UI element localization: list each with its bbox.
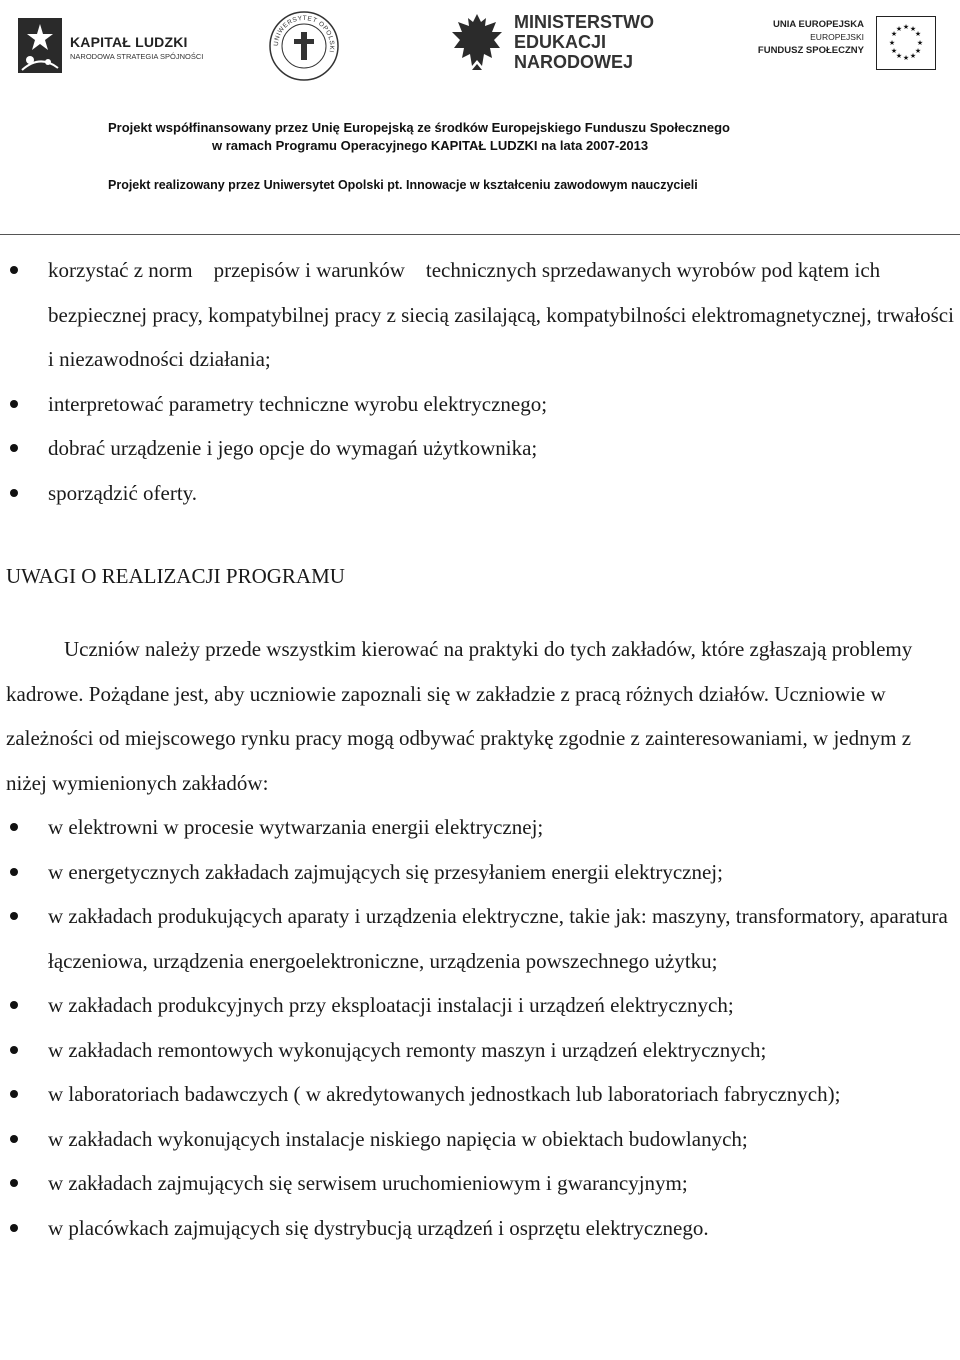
skills-list bbox=[0, 248, 960, 515]
list-item: w elektrowni w procesie wytwarzania energii elektrycznej; bbox=[0, 805, 960, 850]
svg-text:★: ★ bbox=[895, 25, 903, 33]
eu-line-3: FUNDUSZ SPOŁECZNY bbox=[757, 45, 864, 56]
list-item: w zakładach produkujących aparaty i urządzenia elektryczne, takie jak: maszyny, transformatory, aparatura łączeniowa, urządzenia energoelektroniczne, urządzenia powszechnego użytku; bbox=[0, 894, 960, 983]
svg-text:★: ★ bbox=[895, 52, 903, 60]
list-item: interpretować parametry techniczne wyrobu elektrycznego; bbox=[0, 382, 960, 427]
eu-line-1: UNIA EUROPEJSKA bbox=[773, 19, 864, 30]
university-seal-icon bbox=[268, 10, 340, 82]
list-item: sporządzić oferty. bbox=[0, 471, 960, 516]
svg-text:★: ★ bbox=[890, 47, 898, 55]
svg-text:★: ★ bbox=[888, 39, 896, 47]
svg-text:★: ★ bbox=[909, 25, 917, 33]
list-item: w placówkach zajmujących się dystrybucją urządzeń i osprzętu elektrycznego. bbox=[0, 1206, 960, 1251]
university-seal bbox=[268, 10, 340, 82]
list-item: korzystać z norm przepisów i warunków technicznych sprzedawanych wyrobów pod kątem ich bezpiecznej pracy, kompatybilnej pracy z siecią zasilającą, kompatybilności elektromagnetycznej, trwałości i niezawodności działania; bbox=[0, 248, 960, 382]
list-item: w zakładach remontowych wykonujących remonty maszyn i urządzeń elektrycznych; bbox=[0, 1028, 960, 1073]
list-item: w zakładach wykonujących instalacje niskiego napięcia w obiektach budowlanych; bbox=[0, 1117, 960, 1162]
project-line-1: Projekt współfinansowany przez Unię Europejską ze środków Europejskiego Funduszu Społecznego bbox=[108, 120, 730, 135]
ministry-logo bbox=[448, 10, 688, 76]
header-divider bbox=[0, 234, 960, 235]
svg-text:★: ★ bbox=[916, 39, 924, 47]
list-item: w zakładach produkcyjnych przy eksploatacji instalacji i urządzeń elektrycznych; bbox=[0, 983, 960, 1028]
kapital-ludzki-logo bbox=[18, 18, 208, 73]
svg-text:★: ★ bbox=[902, 54, 910, 62]
kapital-ludzki-emblem-icon bbox=[18, 18, 62, 73]
list-item: w zakładach zajmujących się serwisem uruchomieniowym i gwarancyjnym; bbox=[0, 1161, 960, 1206]
document-body bbox=[0, 248, 960, 1250]
svg-text:★: ★ bbox=[902, 23, 910, 31]
svg-text:★: ★ bbox=[914, 47, 922, 55]
eu-line-2: EUROPEJSKI bbox=[810, 32, 864, 42]
list-item: w energetycznych zakładach zajmujących się przesyłaniem energii elektrycznej; bbox=[0, 850, 960, 895]
ministry-name: MINISTERSTWO EDUKACJI NARODOWEJ bbox=[514, 12, 654, 72]
body-paragraph: Uczniów należy przede wszystkim kierować na praktyki do tych zakładów, które zgłaszają problemy kadrowe. Pożądane jest, aby uczniowie zapoznali się w zakładzie z pracą różnych działów. Uczniowie w zależności od miejscowego rynku pracy mogą odbywać praktykę zgodnie z zainteresowaniami, w jednym z niżej wymienionych zakładów: bbox=[6, 637, 913, 795]
list-item: w laboratoriach badawczych ( w akredytowanych jednostkach lub laboratoriach fabrycznych); bbox=[0, 1072, 960, 1117]
kapital-ludzki-title: KAPITAŁ LUDZKI bbox=[70, 34, 188, 50]
eu-text bbox=[736, 18, 864, 57]
section-heading: UWAGI O REALIZACJI PROGRAMU bbox=[6, 564, 345, 588]
logo-strip bbox=[0, 0, 960, 192]
university-seal-ring-text: UNIWERSYTET OPOLSKI bbox=[272, 14, 336, 54]
workplaces-list bbox=[0, 805, 960, 1250]
eu-logo bbox=[736, 16, 942, 72]
svg-text:★: ★ bbox=[890, 30, 898, 38]
svg-text:★: ★ bbox=[914, 30, 922, 38]
project-line-2: w ramach Programu Operacyjnego KAPITAŁ LUDZKI na lata 2007-2013 bbox=[212, 138, 649, 153]
eagle-emblem-icon bbox=[448, 10, 506, 74]
project-line-3: Projekt realizowany przez Uniwersytet Opolski pt. Innowacje w kształceniu zawodowym nauczycieli bbox=[108, 178, 698, 192]
kapital-ludzki-subtitle: NARODOWA STRATEGIA SPÓJNOŚCI bbox=[70, 52, 204, 61]
eu-flag-icon bbox=[876, 16, 936, 70]
list-item: dobrać urządzenie i jego opcje do wymagań użytkownika; bbox=[0, 426, 960, 471]
svg-text:★: ★ bbox=[909, 52, 917, 60]
